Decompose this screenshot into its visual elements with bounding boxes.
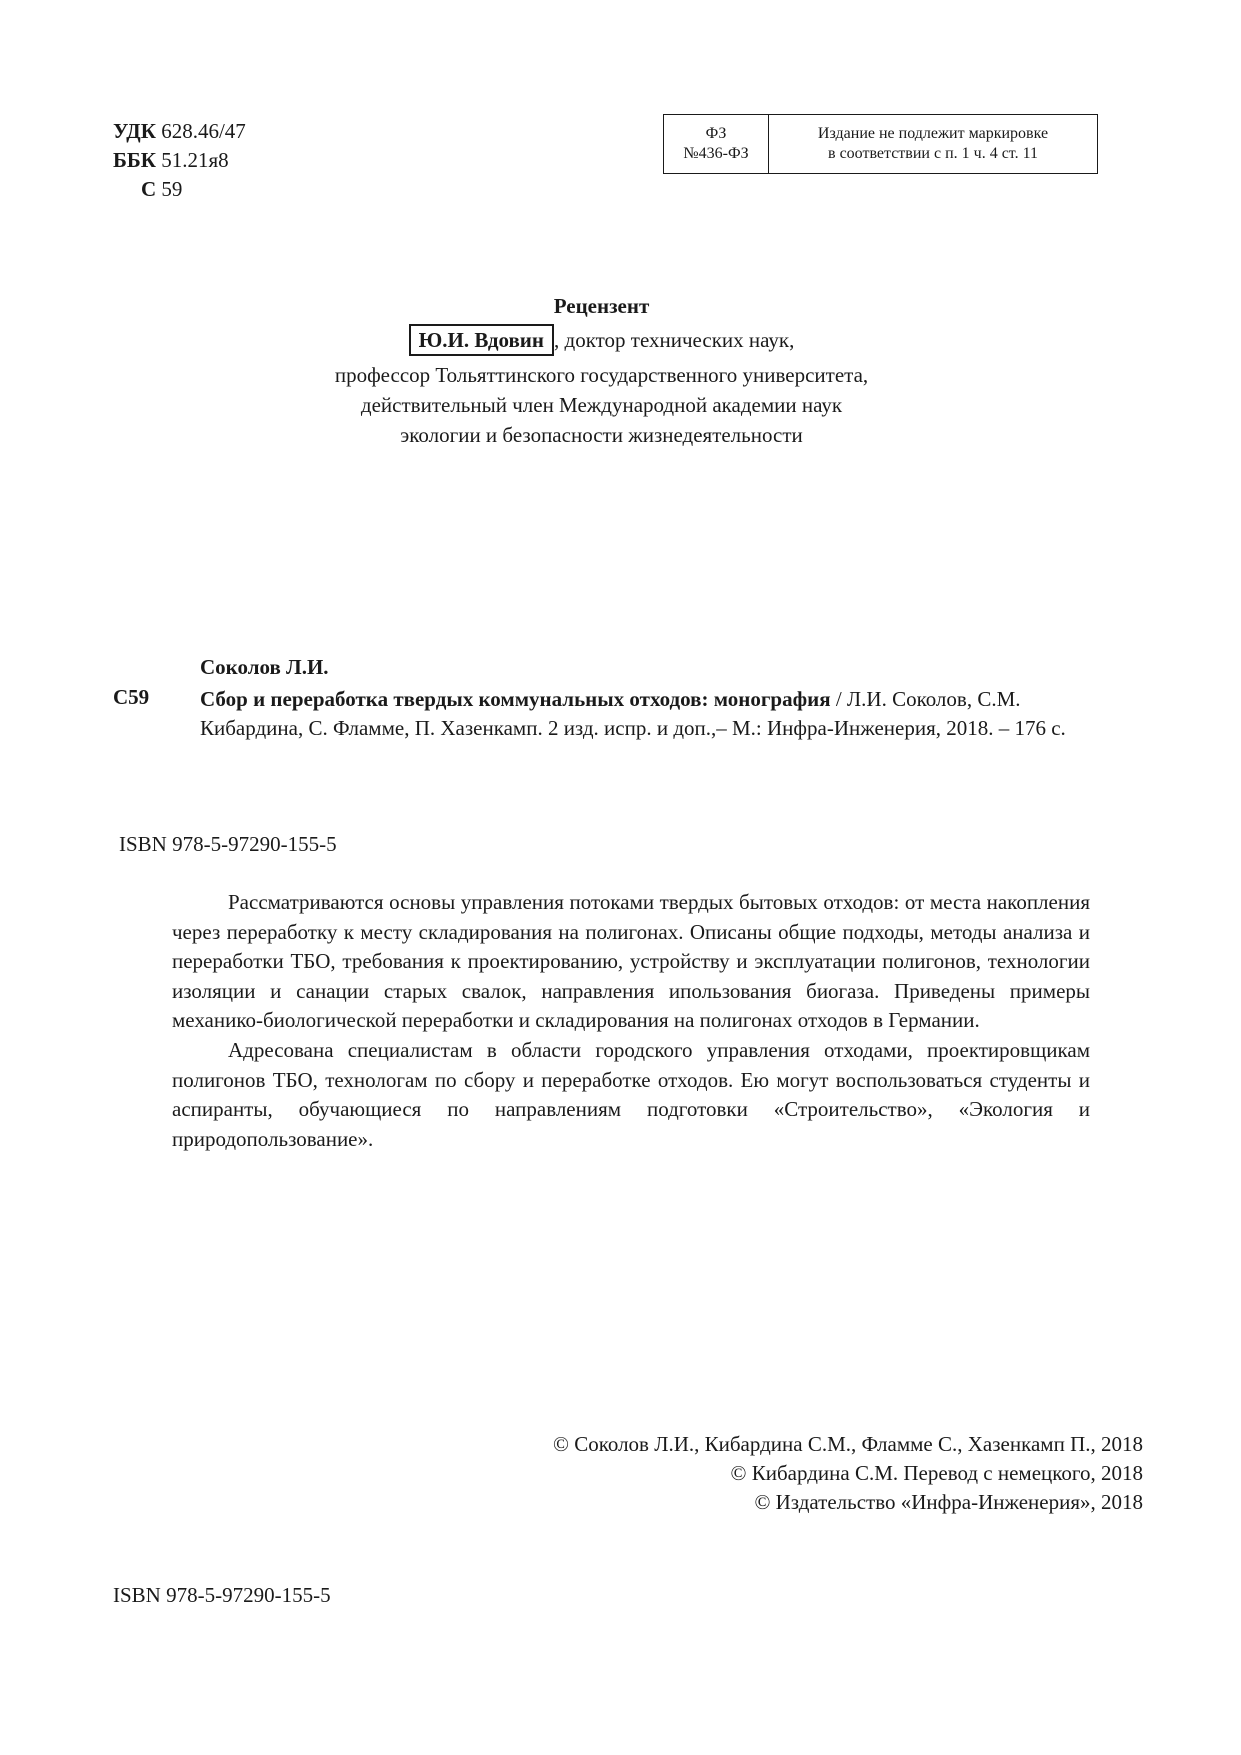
- copyright-line-1: © Соколов Л.И., Кибардина С.М., Фламме С., Хазенкамп П., 2018: [553, 1432, 1143, 1456]
- author-mark-line: С 59: [141, 177, 183, 201]
- reviewer-line-3: действительный член Международной академии наук: [360, 393, 843, 417]
- catalog-author: Соколов Л.И.: [200, 655, 329, 679]
- catalog-description: [200, 685, 1080, 743]
- fz-note-cell: Издание не подлежит маркировке в соответствии с п. 1 ч. 4 ст. 11: [817, 125, 1049, 162]
- reviewer-name: Ю.И. Вдовин: [409, 324, 554, 356]
- copyright-block: [553, 1430, 1143, 1517]
- copyright-line-2: © Кибардина С.М. Перевод с немецкого, 2018: [730, 1461, 1143, 1485]
- fz-marking-box: [663, 114, 1098, 174]
- abstract-paragraph-2: Адресована специалистам в области городского управления отходами, проектировщикам полигонов ТБО, технологам по сбору и переработке отходов. Ею могут воспользоваться студенты и аспиранты, обучающиеся по направлениям подготовки «Строительство», «Экология и природопользование».: [172, 1037, 1090, 1151]
- copyright-line-3: © Издательство «Инфра-Инженерия», 2018: [754, 1490, 1143, 1514]
- classification-block: [113, 117, 246, 204]
- catalog-details: / Л.И. Соколов, С.М. Кибардина, С. Фламме, П. Хазенкамп. 2 изд. испр. и доп.,– М.: Инфра-Инженерия, 2018. – 176 с.: [200, 687, 1066, 740]
- abstract: [172, 888, 1090, 1154]
- catalog-title: Сбор и переработка твердых коммунальных отходов: монография: [200, 687, 831, 711]
- abstract-paragraph-1: Рассматриваются основы управления потоками твердых бытовых отходов: от места накопления через переработку к месту складирования на полигонах. Описаны общие подходы, методы анализа и переработки ТБО, требования к проектированию, устройству и эксплуатации полигонов, технологии изоляции и санации старых свалок, направления ипользования биогаза. Приведены примеры механико-биологической переработки и складирования на полигонах отходов в Германии.: [172, 890, 1090, 1033]
- udk-line: УДК 628.46/47: [113, 119, 246, 143]
- reviewer-line-2: профессор Тольяттинского государственного университета,: [334, 363, 869, 387]
- isbn-top: ISBN 978-5-97290-155-5: [119, 832, 337, 856]
- reviewer-line-1: Ю.И. Вдовин , доктор технических наук,: [0, 324, 1203, 356]
- reviewer-line-4: экологии и безопасности жизнедеятельности: [400, 423, 803, 447]
- catalog-code: С59: [113, 685, 150, 709]
- bbk-line: ББК 51.21я8: [113, 148, 229, 172]
- isbn-bottom: ISBN 978-5-97290-155-5: [113, 1583, 331, 1607]
- fz-law-cell: ФЗ №436-ФЗ: [664, 115, 769, 173]
- reviewer-heading: Рецензент: [553, 294, 650, 318]
